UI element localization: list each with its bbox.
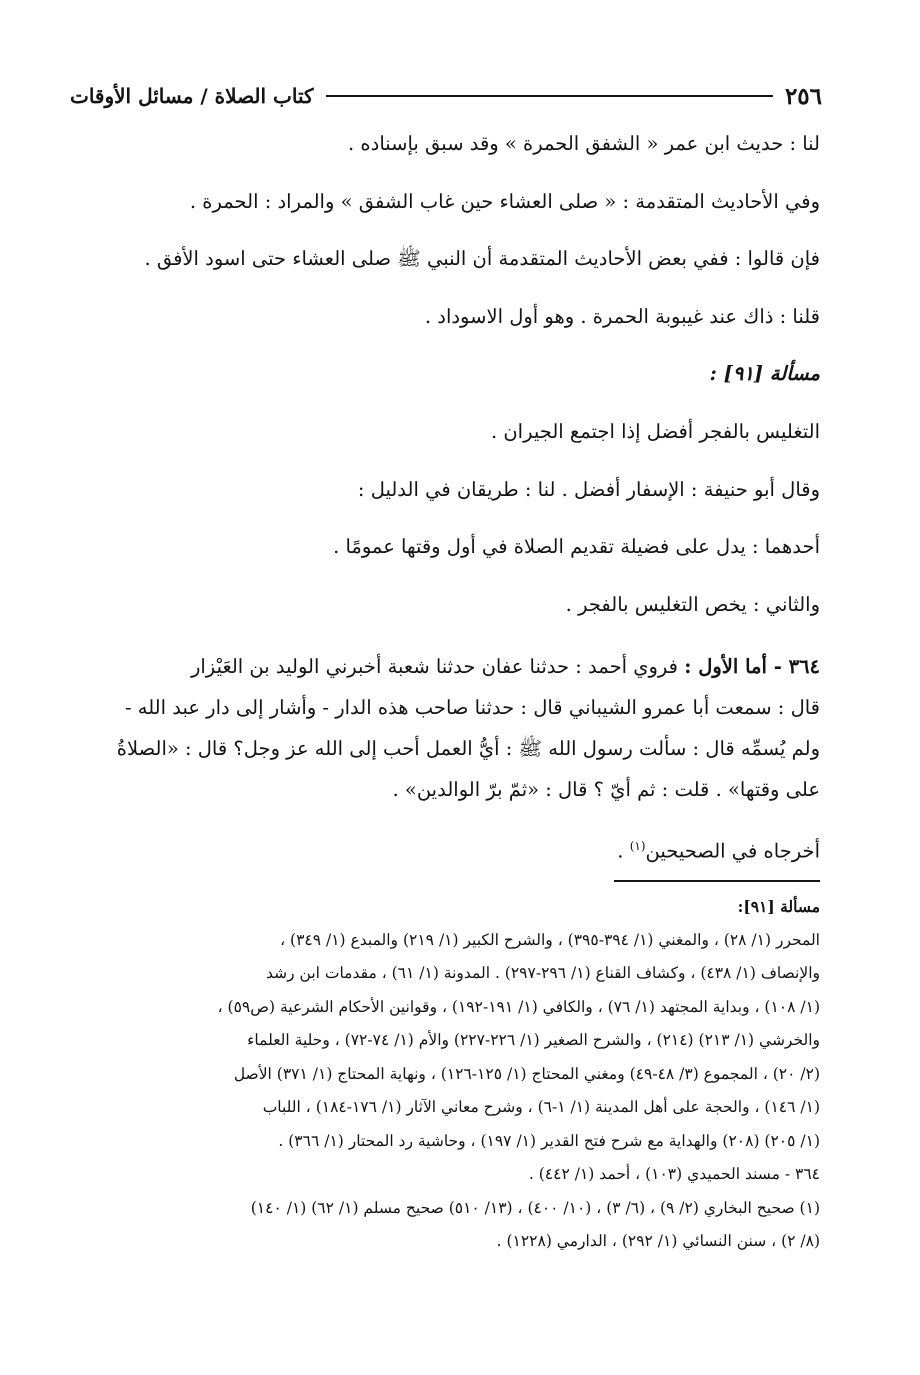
footnote-ref: (١) — [629, 839, 646, 854]
text-line: وفي الأحاديث المتقدمة : « صلى العشاء حين غاب الشفق » والمراد : الحمرة . — [189, 189, 820, 213]
source-line — [76, 820, 820, 878]
footnote-line: والخرشي (١/ ٢١٣) (٢١٤) ، والشرح الصغير (١/ ٢٢٦-٢٢٧) والأم (١/ ٧٤-٧٢) ، وحلية العلماء — [247, 1031, 820, 1049]
text-line: أحدهما : يدل على فضيلة تقديم الصلاة في أول وقتها عمومًا . — [333, 535, 820, 559]
hadith-text: فروي أحمد : حدثنا عفان حدثنا شعبة أخبرني الوليد بن العَيْزار — [190, 655, 685, 679]
header-rule — [326, 95, 773, 97]
footnote-line: (١/ ٢٠٥) (٢٠٨) والهداية مع شرح فتح القدير (١/ ١٩٧) ، وحاشية رد المحتار (١/ ٣٦٦) . — [278, 1131, 820, 1150]
text-line: لنا : حديث ابن عمر « الشفق الحمرة » وقد سبق بإسناده . — [348, 132, 820, 155]
hadith-line — [76, 646, 820, 687]
footnote-line: (١) صحيح البخاري (٢/ ٩) ، (٦/ ٣) ، (١٠/ ٤٠٠) ، (١٣/ ٥١٠) صحيح مسلم (١/ ٦٢) (١/ ١٤٠) — [250, 1198, 820, 1217]
footnote-line: (١/ ١٠٨) ، وبداية المجتهد (١/ ٧٦) ، والكافي (١/ ١٩١-١٩٢) ، وقوانين الأحكام الشرعية (ص٥٩) ، — [217, 997, 820, 1016]
footnote-line: والإنصاف (١/ ٤٣٨) ، وكشاف القناع (١/ ٢٩٦-٢٩٧) . المدونة (١/ ٦١) ، مقدمات ابن رشد — [265, 964, 820, 982]
footnote-line: (١/ ١٤٦) ، والحجة على أهل المدينة (١/ ١-٦) ، وشرح معاني الآثار (١/ ١٧٦-١٨٤) ، اللباب — [262, 1098, 820, 1116]
main-text — [76, 122, 820, 878]
footnote-line: المحرر (١/ ٢٨) ، والمغني (١/ ٣٩٤-٣٩٥) ، والشرح الكبير (١/ ٢١٩) والمبدع (١/ ٣٤٩) ، — [280, 930, 820, 949]
footnote-line: (٨/ ٢) ، سنن النسائي (١/ ٢٩٢) ، الدارمي (١٢٢٨) . — [496, 1232, 820, 1250]
issue-heading: مسألة [٩١] : — [709, 362, 820, 386]
text-line: فإن قالوا : ففي بعض الأحاديث المتقدمة أن النبي ﷺ صلى العشاء حتى اسود الأفق . — [144, 247, 820, 271]
page-number: ٢٥٦ — [784, 82, 822, 110]
footnote-line: (٢/ ٢٠) ، المجموع (٣/ ٤٨-٤٩) ومغني المحتاج (١/ ١٢٥-١٢٦) ، ونهاية المحتاج (١/ ٣٧١) الأصل — [233, 1064, 820, 1083]
text-line: وقال أبو حنيفة : الإسفار أفضل . لنا : طريقان في الدليل : — [357, 477, 820, 501]
hadith-line: على وقتها» . قلت : ثم أيّ ؟ قال : «ثمّ برّ الوالدين» . — [392, 778, 820, 802]
footnotes — [80, 890, 820, 1259]
hadith-paragraph — [76, 646, 820, 810]
footnote-title: مسألة [٩١]: — [737, 897, 820, 916]
source-text: أخرجاه في الصحيحين — [645, 839, 820, 863]
source-end: . — [617, 839, 630, 863]
chapter-title: كتاب الصلاة / مسائل الأوقات — [70, 84, 314, 108]
text-line: التغليس بالفجر أفضل إذا اجتمع الجيران . — [490, 419, 820, 443]
hadith-number: ٣٦٤ - أما الأول : — [684, 655, 820, 679]
text-line: والثاني : يخص التغليس بالفجر . — [565, 592, 820, 616]
hadith-line: قال : سمعت أبا عمرو الشيباني قال : حدثنا صاحب هذه الدار - وأشار إلى دار عبد الله - — [124, 696, 820, 720]
footnote-line: ٣٦٤ - مسند الحميدي (١٠٣) ، أحمد (١/ ٤٤٢) . — [528, 1165, 820, 1183]
text-line: قلنا : ذاك عند غيبوبة الحمرة . وهو أول الاسوداد . — [424, 304, 820, 328]
footnote-separator — [614, 880, 820, 882]
hadith-line: ولم يُسمِّه قال : سألت رسول الله ﷺ : أيُّ العمل أحب إلى الله عز وجل؟ قال : «الصلاةُ — [116, 737, 820, 761]
running-header — [70, 76, 822, 116]
